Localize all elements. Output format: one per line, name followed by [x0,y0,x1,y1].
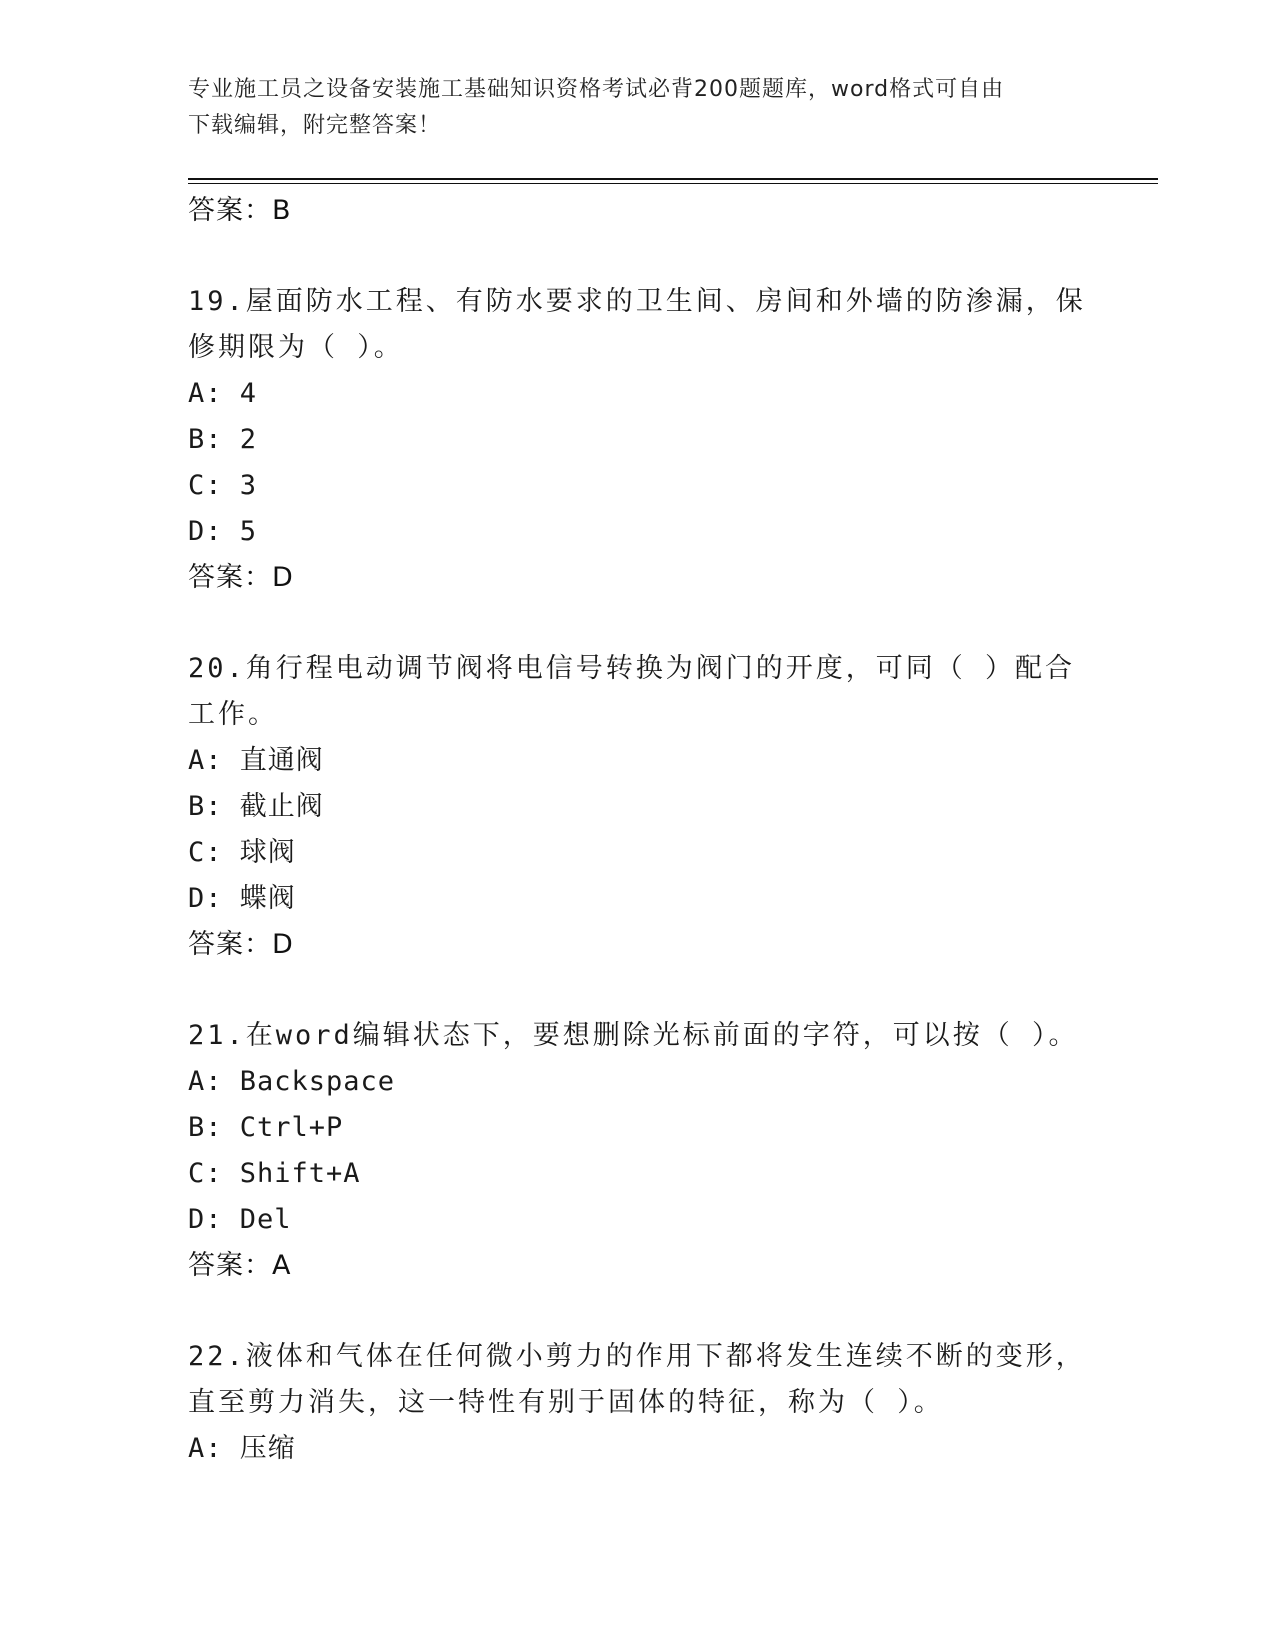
question-21-answer: 答案：A [188,1250,292,1281]
question-20-option-b: B: 截止阀 [188,791,324,822]
question-19-option-c: C: 3 [188,470,258,501]
question-20-option-a: A: 直通阀 [188,745,324,776]
question-20-option-c: C: 球阀 [188,837,296,868]
question-19-option-a: A: 4 [188,378,258,409]
header-title-line-2: 下载编辑，附完整答案！ [188,113,442,138]
question-22-option-a: A: 压缩 [188,1433,296,1464]
question-22 [188,1334,1088,1472]
header-divider-thin [188,183,1158,184]
question-19-option-d: D: 5 [188,516,258,547]
spacer [188,234,1088,279]
question-list [188,188,1088,1472]
header-divider-thick [188,178,1158,180]
question-19-answer: 答案：D [188,562,294,593]
question-21-text: 21.在word编辑状态下，要想删除光标前面的字符，可以按（ ）。 [188,1020,1079,1051]
question-20-text: 20.角行程电动调节阀将电信号转换为阀门的开度，可同（ ）配合工作。 [188,653,1076,730]
question-19-option-b: B: 2 [188,424,258,455]
question-20 [188,646,1088,968]
question-21-option-c: C: Shift+A [188,1158,361,1189]
spacer [188,1289,1088,1334]
question-20-answer: 答案：D [188,929,294,960]
question-21-option-d: D: Del [188,1204,292,1235]
spacer [188,968,1088,1013]
question-19-text: 19.屋面防水工程、有防水要求的卫生间、房间和外墙的防渗漏，保修期限为（ ）。 [188,286,1086,363]
question-21 [188,1013,1088,1289]
spacer [188,601,1088,646]
answer-18: 答案：B [188,195,292,226]
question-20-option-d: D: 蝶阀 [188,883,296,914]
question-19 [188,279,1088,601]
question-22-text: 22.液体和气体在任何微小剪力的作用下都将发生连续不断的变形，直至剪力消失，这一特性有别于固体的特征，称为（ ）。 [188,1341,1086,1418]
question-21-option-a: A: Backspace [188,1066,396,1097]
question-21-option-b: B: Ctrl+P [188,1112,344,1143]
header-title-line-1: 专业施工员之设备安装施工基础知识资格考试必背200题题库，word格式可自由 [188,77,1005,102]
document-header [188,72,1088,144]
